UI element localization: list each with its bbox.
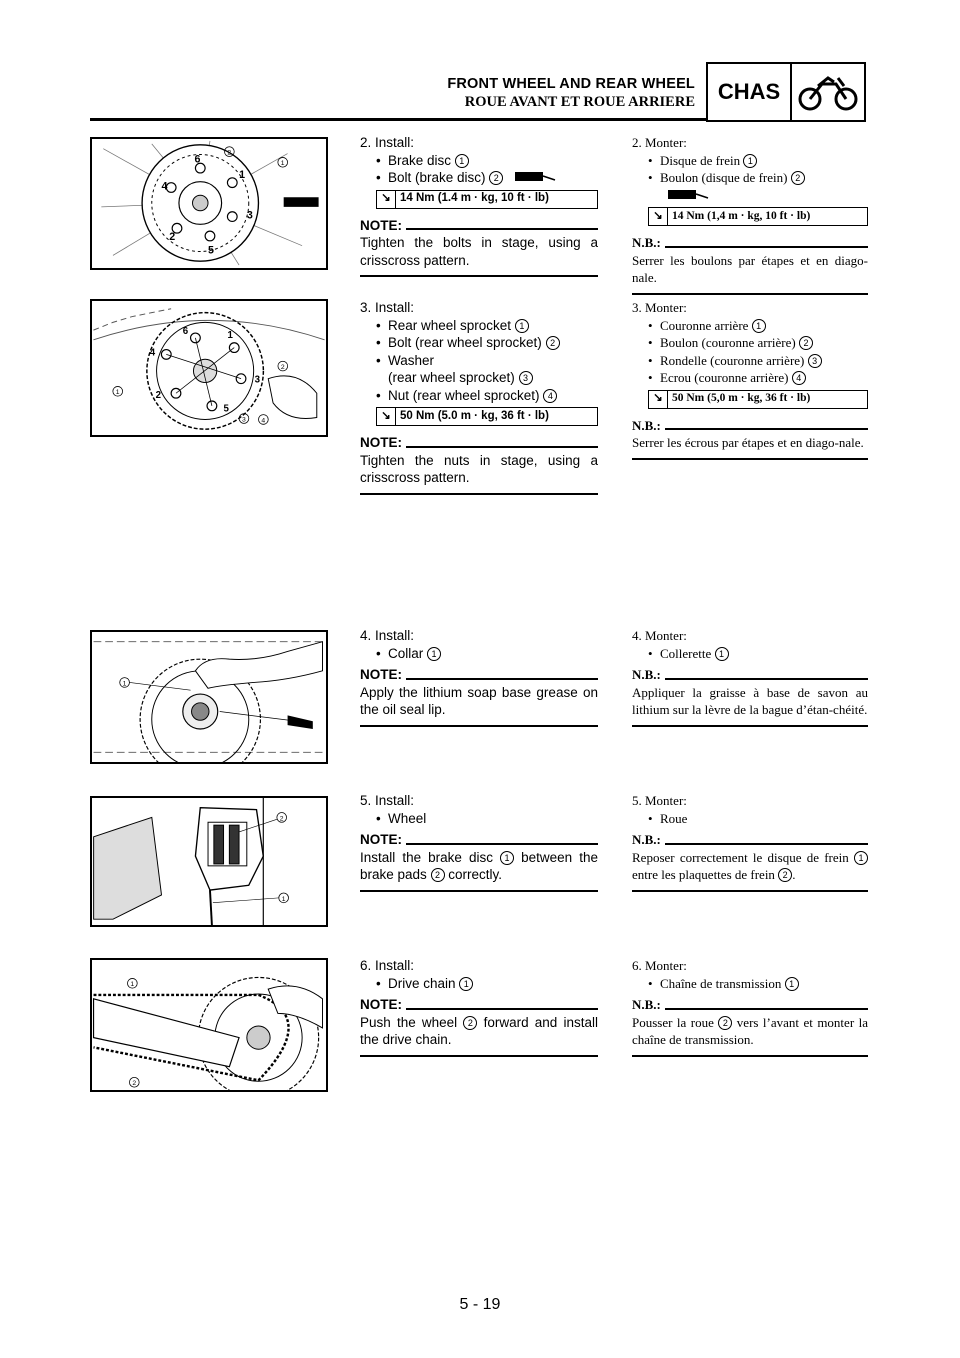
note-heading: NOTE: <box>360 831 598 849</box>
list-item: • Washer <box>360 352 598 370</box>
svg-text:4: 4 <box>261 417 266 425</box>
svg-text:1: 1 <box>280 160 285 168</box>
list-item: • Chaîne de transmission 1 <box>632 975 868 993</box>
step-3-fr <box>632 299 868 460</box>
wrench-icon: ↘ <box>649 208 668 225</box>
step-title: 4. Monter: <box>632 628 687 643</box>
motorcycle-icon <box>792 64 864 120</box>
note-end-rule <box>360 493 598 495</box>
svg-text:6: 6 <box>194 153 201 166</box>
lubricant-icon <box>513 170 559 184</box>
note-body: Serrer les boulons par étapes et en diago-nale. <box>632 252 868 285</box>
step-4-fr <box>632 627 868 727</box>
list-item: • Couronne arrière 1 <box>632 317 868 335</box>
step-5-fr <box>632 792 868 892</box>
list-item: • Bolt (brake disc) 2 <box>360 169 598 187</box>
svg-text:2: 2 <box>280 363 285 371</box>
note-body: Push the wheel 2 forward and install the drive chain. <box>360 1014 598 1047</box>
note-body: Appliquer la graisse à base de savon au lithium sur la lèvre de la bague d’étan-chéité. <box>632 684 868 717</box>
svg-text:6: 6 <box>182 326 189 338</box>
page-number: 5 - 19 <box>459 1296 501 1313</box>
header-rule <box>90 118 708 121</box>
step-title: 5. Monter: <box>632 793 687 808</box>
step-title: 6. Monter: <box>632 958 687 973</box>
note-heading: N.B.: <box>632 234 868 252</box>
section-label: CHAS <box>708 64 792 120</box>
collar-illustration <box>90 630 328 764</box>
svg-text:1: 1 <box>281 895 286 903</box>
step-3-en <box>360 299 598 495</box>
drive-chain-illustration <box>90 958 328 1092</box>
step-4-en <box>360 627 598 727</box>
svg-text:1: 1 <box>115 389 120 397</box>
list-item-continuation: (rear wheel sprocket) 3 <box>360 369 598 387</box>
note-body: Pousser la roue 2 vers l’avant et monter la chaîne de transmission. <box>632 1014 868 1047</box>
rear-sprocket-illustration <box>90 299 328 437</box>
page-header-title: FRONT WHEEL AND REAR WHEEL <box>447 76 695 92</box>
lubricant-icon <box>666 188 712 202</box>
note-heading: NOTE: <box>360 666 598 684</box>
torque-spec: ↘ 14 Nm (1.4 m · kg, 10 ft · lb) <box>376 190 598 209</box>
list-item: • Drive chain 1 <box>360 975 598 993</box>
note-heading: NOTE: <box>360 996 598 1014</box>
svg-text:5: 5 <box>223 403 229 415</box>
note-end-rule <box>360 1055 598 1057</box>
list-item: • Boulon (disque de frein) 2 <box>632 169 868 187</box>
section-badge <box>706 62 866 122</box>
list-item: • Boulon (couronne arrière) 2 <box>632 334 868 352</box>
svg-text:4: 4 <box>149 347 156 359</box>
torque-spec: ↘ 14 Nm (1,4 m · kg, 10 ft · lb) <box>648 207 868 226</box>
note-heading: NOTE: <box>360 434 598 452</box>
note-end-rule <box>632 1055 868 1057</box>
note-heading: NOTE: <box>360 217 598 235</box>
list-item: • Roue <box>632 810 868 828</box>
note-body: Tighten the bolts in stage, using a crisscross pattern. <box>360 235 598 268</box>
note-body: Tighten the nuts in stage, using a crisscross pattern. <box>360 452 598 485</box>
note-heading: N.B.: <box>632 417 868 435</box>
wrench-icon: ↘ <box>377 408 396 425</box>
list-item: • Collar 1 <box>360 645 598 663</box>
list-item: • Disque de frein 1 <box>632 152 868 170</box>
step-5-en <box>360 792 598 892</box>
svg-text:2: 2 <box>132 1080 137 1088</box>
svg-text:3: 3 <box>242 416 246 424</box>
note-body: Apply the lithium soap base grease on the oil seal lip. <box>360 684 598 717</box>
torque-spec: ↘ 50 Nm (5.0 m · kg, 36 ft · lb) <box>376 407 598 426</box>
svg-text:1: 1 <box>130 981 135 989</box>
svg-text:4: 4 <box>161 180 168 193</box>
note-heading: N.B.: <box>632 666 868 684</box>
step-title: 2. Install: <box>360 135 415 150</box>
step-title: 4. Install: <box>360 628 415 643</box>
svg-text:2: 2 <box>169 230 176 243</box>
brake-pad-illustration <box>90 796 328 927</box>
list-item: • Brake disc 1 <box>360 152 598 170</box>
note-end-rule <box>360 725 598 727</box>
svg-text:3: 3 <box>254 374 261 386</box>
list-item: • Ecrou (couronne arrière) 4 <box>632 369 868 387</box>
list-item: • Rondelle (couronne arrière) 3 <box>632 352 868 370</box>
note-end-rule <box>360 275 598 277</box>
step-title: 5. Install: <box>360 793 415 808</box>
note-end-rule <box>632 293 868 295</box>
note-heading: N.B.: <box>632 831 868 849</box>
wrench-icon: ↘ <box>649 391 668 408</box>
step-2-fr <box>632 134 868 295</box>
svg-text:2: 2 <box>279 815 284 823</box>
step-2-en <box>360 134 598 277</box>
note-end-rule <box>632 458 868 460</box>
step-title: 2. Monter: <box>632 135 687 150</box>
note-end-rule <box>360 890 598 892</box>
list-item: • Bolt (rear wheel sprocket) 2 <box>360 334 598 352</box>
svg-text:1: 1 <box>122 680 127 688</box>
list-item: • Nut (rear wheel sprocket) 4 <box>360 387 598 405</box>
step-6-fr <box>632 957 868 1057</box>
note-end-rule <box>632 890 868 892</box>
note-heading: N.B.: <box>632 996 868 1014</box>
wrench-icon: ↘ <box>377 191 396 208</box>
svg-text:2: 2 <box>155 390 162 402</box>
list-item: • Rear wheel sprocket 1 <box>360 317 598 335</box>
note-body: Serrer les écrous par étapes et en diago-nale. <box>632 435 864 450</box>
page-header-subtitle: ROUE AVANT ET ROUE ARRIERE <box>464 94 695 110</box>
svg-text:1: 1 <box>227 329 233 341</box>
note-body: Reposer correctement le disque de frein 1 entre les plaquettes de frein 2 . <box>632 849 868 884</box>
svg-text:5: 5 <box>208 244 214 257</box>
svg-text:3: 3 <box>246 209 253 222</box>
step-title: 3. Monter: <box>632 300 687 315</box>
svg-text:2: 2 <box>227 149 232 157</box>
torque-spec: ↘ 50 Nm (5,0 m · kg, 36 ft · lb) <box>648 390 868 409</box>
note-end-rule <box>632 725 868 727</box>
brake-disc-illustration <box>90 137 328 270</box>
list-item: • Collerette 1 <box>632 645 868 663</box>
svg-text:1: 1 <box>239 168 246 181</box>
step-title: 3. Install: <box>360 300 415 315</box>
step-title: 6. Install: <box>360 958 415 973</box>
note-body: Install the brake disc 1 between the brake pads 2 correctly. <box>360 849 598 882</box>
list-item: • Wheel <box>360 810 598 828</box>
step-6-en <box>360 957 598 1057</box>
